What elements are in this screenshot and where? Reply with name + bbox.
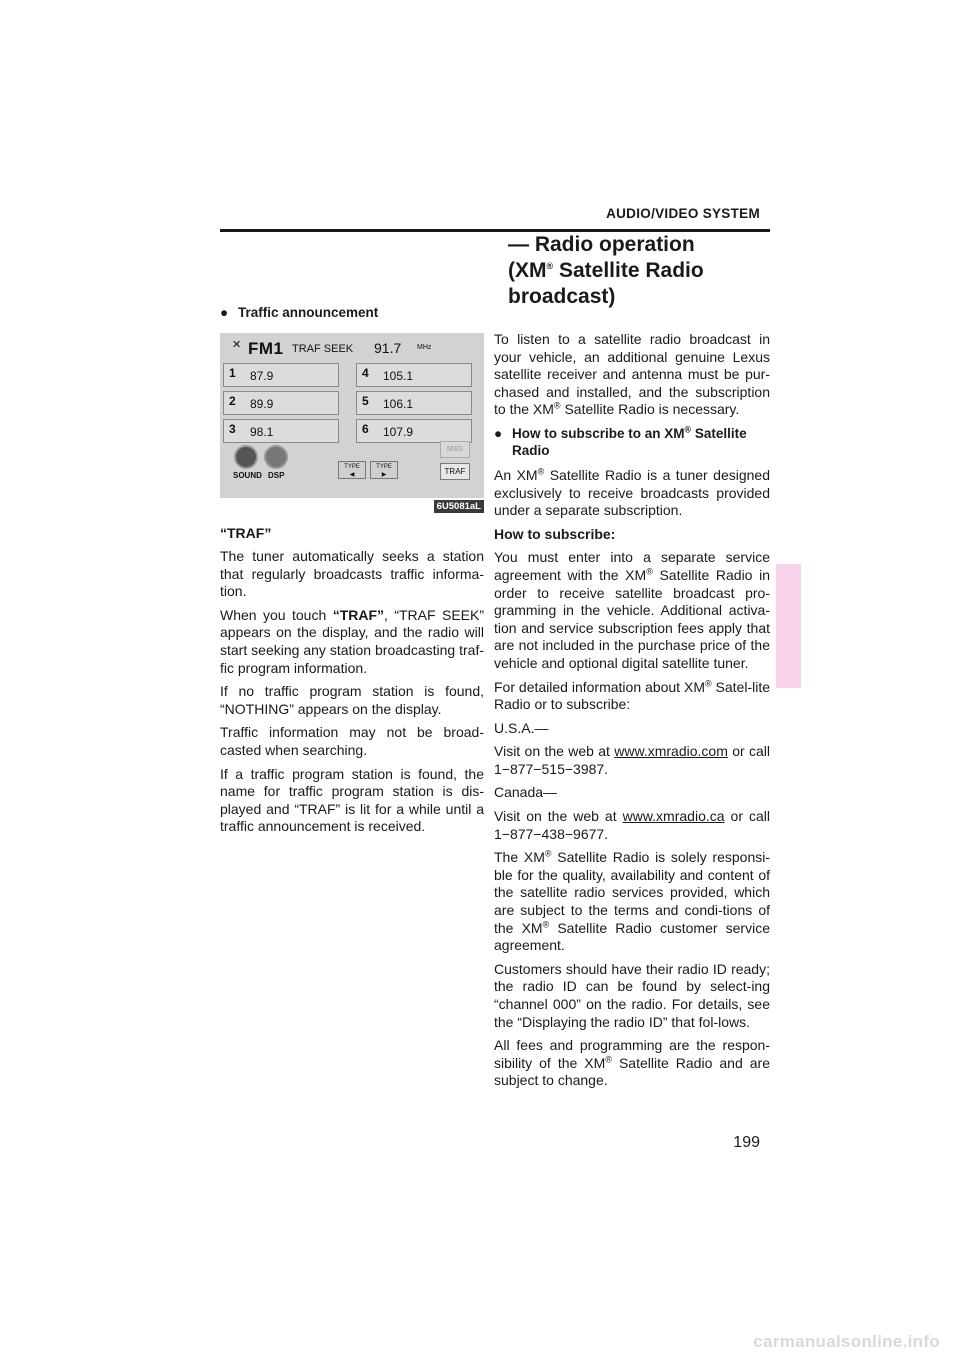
reg-mark: ® [684,424,692,435]
fm-mode-label: FM1 [248,339,284,358]
paragraph [220,607,484,677]
text: or call 1−877−438−9677. [494,808,770,842]
heading-reg: ® [546,261,554,271]
running-header: AUDIO/VIDEO SYSTEM [606,206,760,221]
text: Satellite Radio is a tuner designed exclusively to receive broadcasts provided under a separate subscription. [494,466,771,519]
reg-mark: ® [646,566,653,577]
sound-label: SOUND [233,471,262,480]
traf-seek-status: TRAF SEEK [292,343,354,355]
radio-screen-figure [220,333,484,498]
paragraph: The tuner automatically seeks a station that regularly broadcasts traffic informa-tion. [220,548,484,600]
left-column [220,304,484,842]
reg-mark: ® [544,848,552,859]
preset-frequency: 89.9 [250,397,274,411]
paragraph [494,743,770,778]
canada-label: Canada— [494,784,558,801]
paragraph [494,808,770,843]
text: An XM [494,466,538,483]
text: The XM [494,849,545,866]
image-code-row [220,498,484,516]
preset-frequency: 87.9 [250,369,274,383]
text: You must enter into a separate service agreement with the XM [494,549,770,583]
dsp-knob-icon [264,445,288,469]
preset-number: 6 [362,422,369,436]
paragraph [494,1037,770,1090]
usa-label: U.S.A.— [494,719,549,736]
text: Visit on the web at [494,743,615,760]
heading-satellite: Satellite Radio [553,259,704,282]
text: Satellite Radio is solely responsi-ble for the quality, availability and content of the satellite radio services provided, which are subject to the terms and condi-tions of the XM [494,849,770,936]
paragraph: If a traffic program station is found, the name for traffic program station is dis-played and “TRAF” is lit for a while until a traffic announcement is received. [220,765,484,835]
dsp-label: DSP [268,471,285,480]
text: For detailed information about XM [494,678,705,695]
text: How to subscribe to an XM [512,425,685,441]
text: Visit on the web at [494,808,623,825]
right-column [494,304,770,1096]
type-next-button: TYPE ▶ [370,461,398,479]
paragraph: Customers should have their radio ID ready; the radio ID can be found by select-ing “channel 000” on the radio. For details, see the “Displaying the radio ID” that fol-lows. [494,960,770,1030]
paragraph: If no traffic program station is found, “NOTHING” appears on the display. [220,683,484,717]
section-heading [508,232,778,310]
paragraph [494,549,770,672]
traffic-subheading [220,304,484,321]
reg-mark: ® [553,400,561,411]
preset-number: 2 [229,394,236,408]
paragraph [494,467,770,520]
preset-button [356,363,472,387]
text: Satellite Radio and are subject to change. [494,1054,770,1089]
traf-emphasis: “TRAF” [332,606,385,623]
text: Satellite Radio customer service agreement. [494,919,770,954]
watermark: carmanualsonline.info [753,1332,940,1351]
paragraph [494,331,770,419]
paragraph [494,849,770,955]
image-code: 6U5081aL [434,500,484,513]
frequency-unit: MHz [417,344,432,351]
section-heading-line1: — Radio operation [508,233,695,256]
preset-number: 3 [229,422,236,436]
text: All fees and programming are the respon-sibility of the XM [494,1037,770,1071]
traf-caption: “TRAF” [220,525,272,541]
subscribe-subheading-text [512,425,770,459]
preset-number: 4 [362,366,369,380]
chapter-tab [776,564,801,688]
bullet-icon: ● [494,425,503,441]
section-heading-line2 [508,258,778,284]
current-frequency: 91.7 [374,340,402,356]
type-prev-button: TYPE ◀ [338,461,366,479]
text: or call 1−877−515−3987. [494,743,771,777]
text: , “TRAF SEEK” appears on the display, and the radio will start seeking any station broadcasting traf-fic program information. [220,606,484,676]
traf-button: TRAF [440,463,470,480]
text: Satellite Radio [512,425,747,458]
text: Satellite Radio in order to receive satellite broadcast pro-gramming in the vehicle. Additional activa-tion and service subscription fees apply that are not included in the purchase price of the vehicle and optional digital satellite tuner. [494,566,770,671]
reg-mark: ® [605,1054,612,1065]
text: Satellite Radio is necessary. [560,401,740,418]
xmradio-ca-link[interactable]: www.xmradio.ca [622,808,725,825]
reg-mark: ® [704,677,712,688]
how-to-subscribe-label: How to subscribe: [494,525,616,542]
reg-mark: ® [537,466,545,477]
page-number: 199 [733,1134,760,1151]
paragraph: Traffic information may not be broad-casted when searching. [220,724,484,758]
heading-xm: (XM [508,259,547,282]
text: To listen to a satellite radio broadcast in your vehicle, an additional genuine Lexus satellite receiver and antenna must be pur-chased and installed, and the subscription to the XM [494,331,770,418]
preset-number: 1 [229,366,236,380]
traffic-subheading-text: Traffic announcement [238,305,379,320]
text: When you touch [220,606,333,623]
sound-knob-icon [234,445,258,469]
preset-button [356,391,472,415]
section-heading-line3: broadcast) [508,285,616,308]
subscribe-subheading [494,425,770,459]
preset-button [223,363,339,387]
preset-number: 5 [362,394,369,408]
text: Satel-lite Radio or to subscribe: [494,678,771,713]
preset-button [223,391,339,415]
preset-button [356,419,472,443]
signal-icon: ✕ [232,339,242,351]
xmradio-com-link[interactable]: www.xmradio.com [614,743,728,760]
msg-button: MSG [440,441,470,458]
preset-frequency: 106.1 [383,397,414,411]
preset-frequency: 105.1 [383,369,414,383]
preset-button [223,419,339,443]
reg-mark: ® [542,918,550,929]
preset-frequency: 107.9 [383,425,414,439]
bullet-icon: ● [220,305,229,320]
preset-frequency: 98.1 [250,425,274,439]
paragraph [494,679,770,714]
